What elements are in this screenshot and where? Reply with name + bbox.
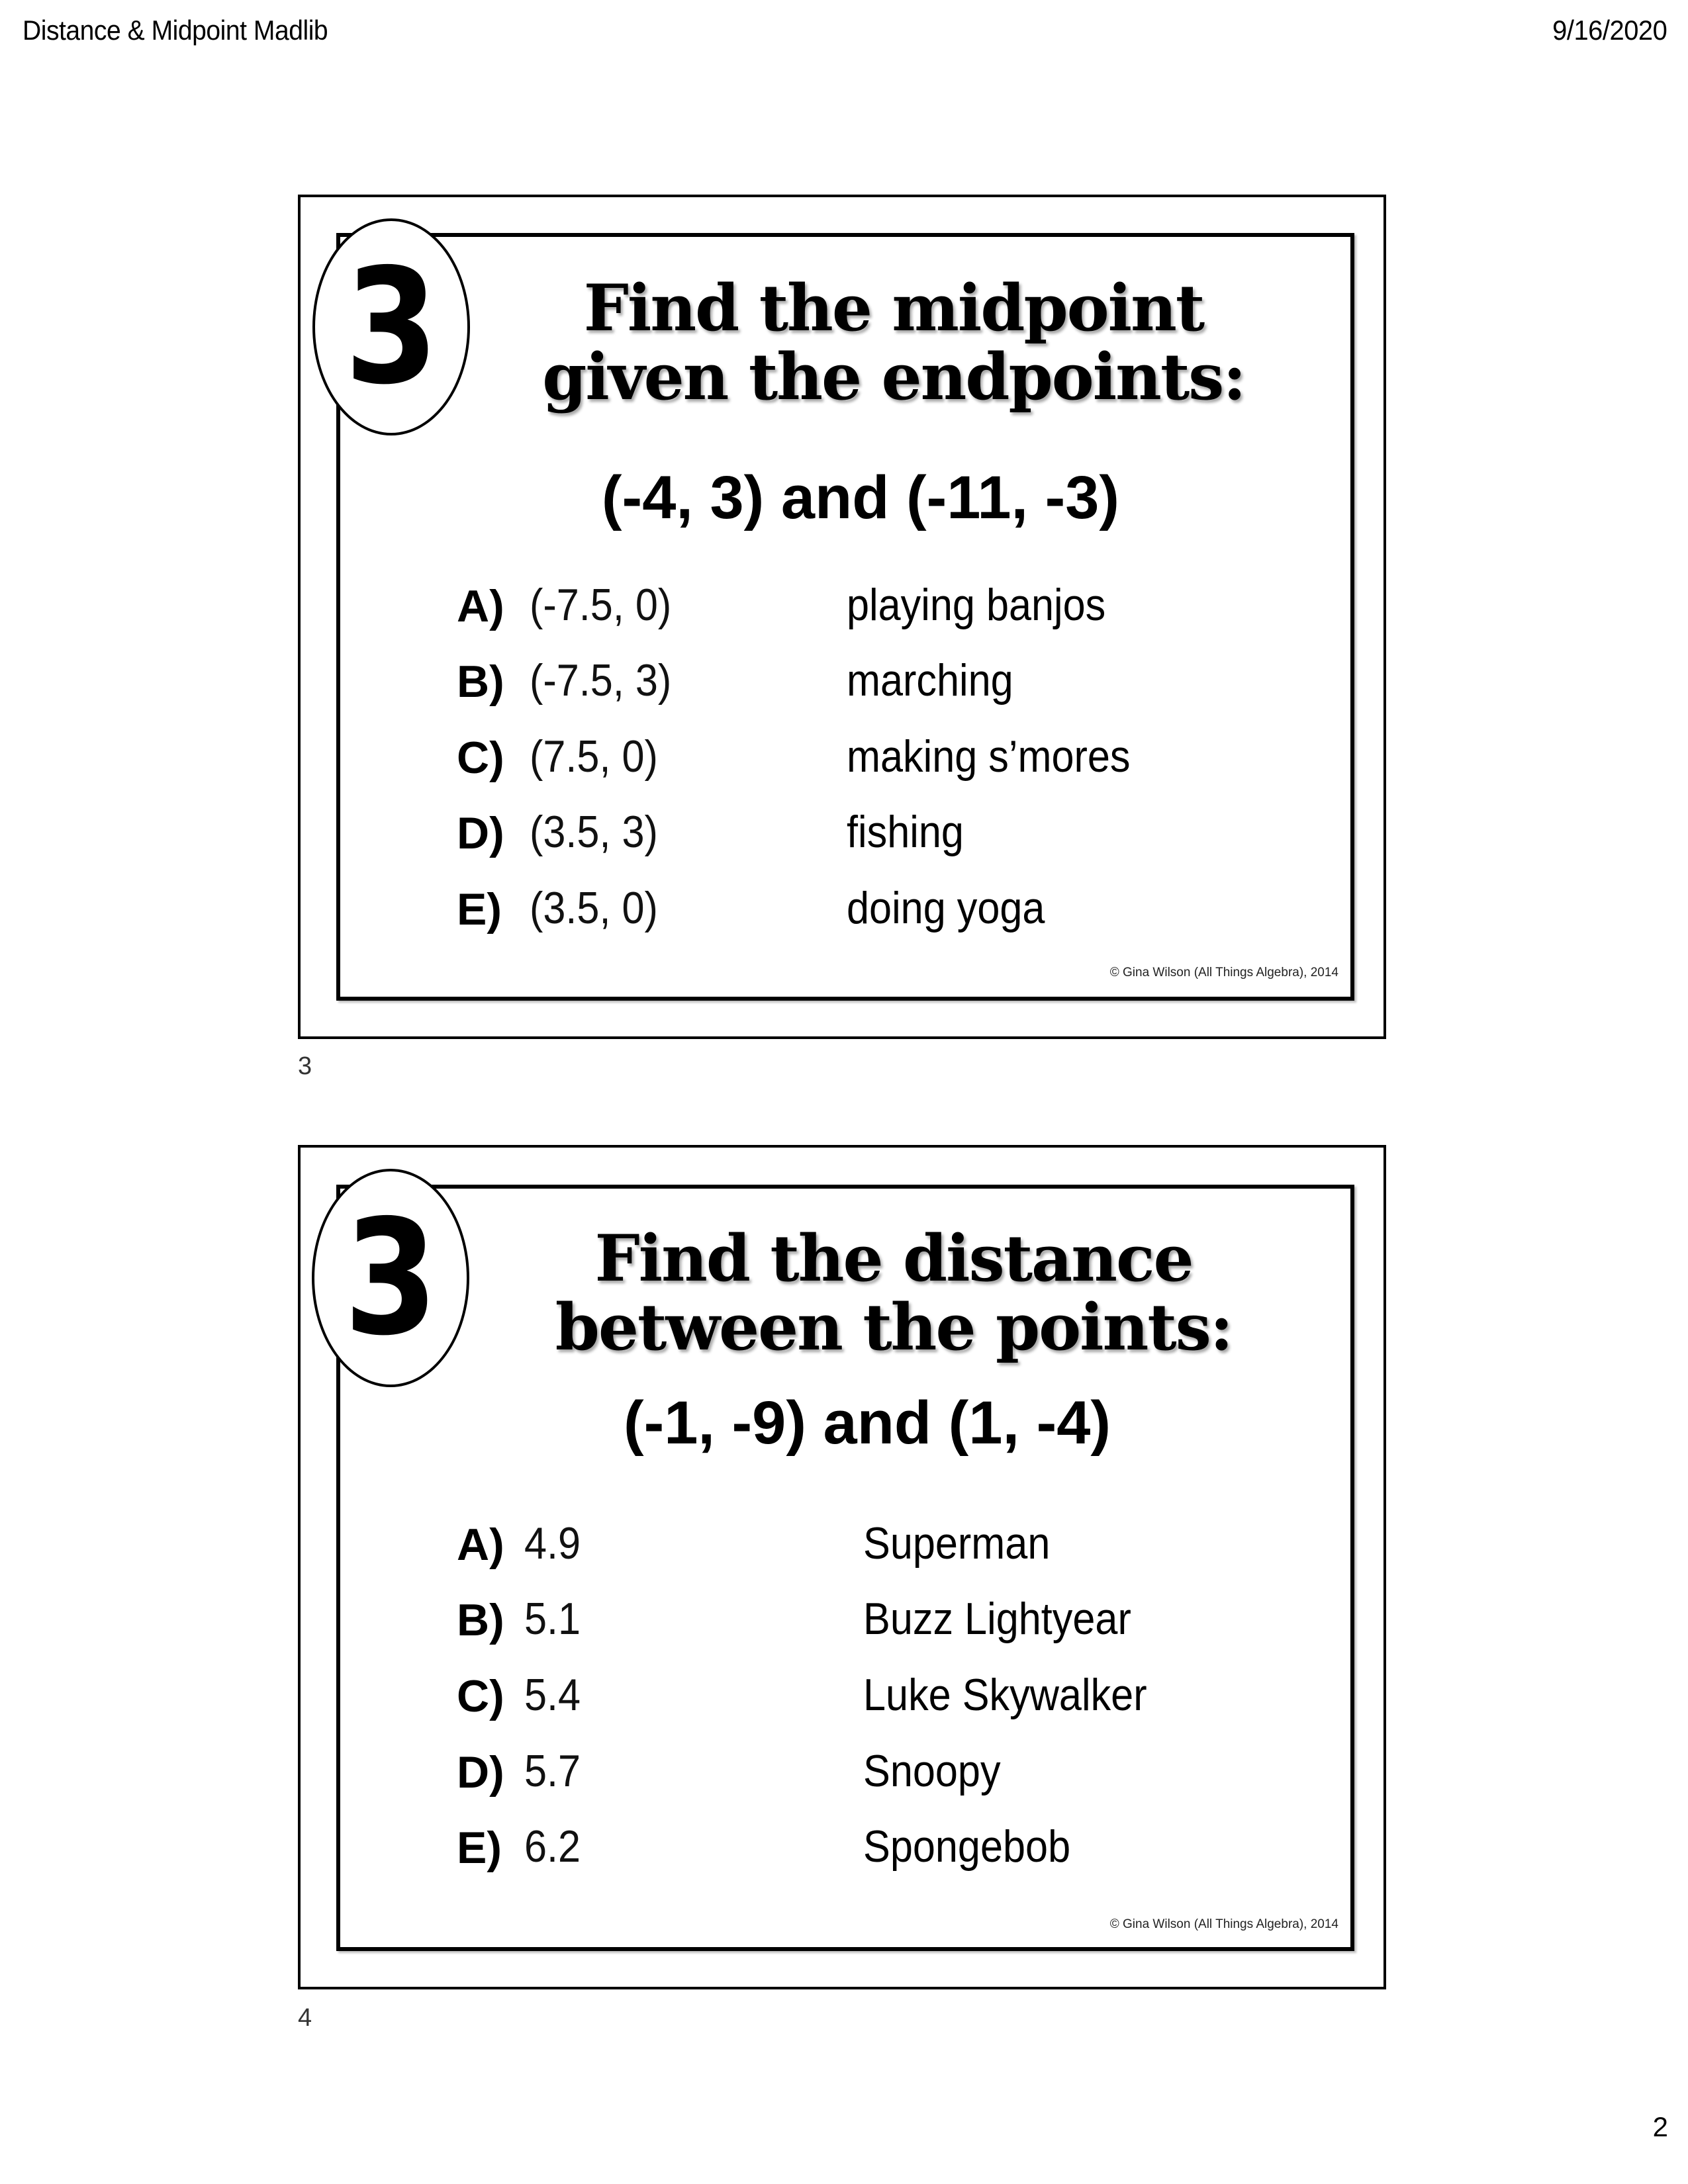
option-word: Buzz Lightyear [863, 1594, 1131, 1644]
copyright-notice: © Gina Wilson (All Things Algebra), 2014 [1109, 966, 1338, 979]
option-word: playing banjos [847, 580, 1106, 630]
answer-word-b [863, 1594, 1161, 1644]
slide-title-line-1: Find the distance [594, 1221, 1193, 1296]
question-number-badge [312, 1169, 469, 1387]
question-number: 3 [344, 234, 438, 420]
option-value: 5.4 [524, 1670, 581, 1720]
answer-word-c [863, 1670, 1178, 1720]
print-date: 9/16/2020 [1552, 15, 1667, 46]
answer-value-d [524, 1746, 587, 1796]
answer-word-a [863, 1518, 1071, 1569]
option-letter: D) [457, 1747, 504, 1797]
option-value: (-7.5, 0) [530, 580, 672, 630]
option-word: Superman [863, 1518, 1051, 1569]
option-word: fishing [847, 807, 964, 857]
answer-value-e [524, 1821, 587, 1872]
option-letter: A) [457, 1520, 504, 1570]
copyright-notice: © Gina Wilson (All Things Algebra), 2014 [1109, 1917, 1338, 1931]
option-value: 5.7 [524, 1746, 581, 1796]
given-points: (-1, -9) and (1, -4) [623, 1389, 1111, 1457]
option-letter: C) [457, 1671, 504, 1721]
answer-option-d [457, 1747, 504, 1797]
option-word: Snoopy [863, 1746, 1001, 1796]
option-letter: D) [457, 808, 504, 858]
answer-option-a [457, 1520, 504, 1570]
option-value: (-7.5, 3) [530, 655, 672, 705]
answer-value-a [524, 1518, 587, 1569]
slide-number-label: 3 [298, 1052, 312, 1080]
option-letter: B) [457, 1595, 504, 1645]
slide-title-line-2: given the endpoints: [542, 340, 1245, 414]
slide-number-label: 4 [298, 2004, 312, 2032]
page-number: 2 [1652, 2111, 1668, 2142]
answer-value-b [524, 1594, 587, 1644]
answer-option-b [457, 1595, 504, 1645]
answer-option-c [457, 1671, 504, 1721]
slide-title-line-2: between the points: [555, 1290, 1233, 1365]
option-value: (7.5, 0) [530, 731, 658, 782]
answer-option-e [457, 1823, 502, 1873]
option-word: marching [847, 655, 1013, 705]
question-number: 3 [344, 1185, 438, 1371]
option-value: 6.2 [524, 1821, 581, 1872]
option-word: Luke Skywalker [863, 1670, 1147, 1720]
option-value: 4.9 [524, 1518, 581, 1569]
option-value: (3.5, 0) [530, 883, 658, 933]
option-word: doing yoga [847, 883, 1045, 933]
slide-title-line-1: Find the midpoint [583, 271, 1204, 345]
answer-value-c [524, 1670, 587, 1720]
option-letter: C) [457, 733, 504, 783]
option-letter: E) [457, 1823, 502, 1873]
option-word: Spongebob [863, 1821, 1071, 1872]
question-number-badge [312, 218, 470, 435]
option-letter: E) [457, 884, 502, 934]
answer-word-e [863, 1821, 1094, 1872]
option-letter: A) [457, 581, 504, 631]
option-word: making s’mores [847, 731, 1131, 782]
option-value: (3.5, 3) [530, 807, 658, 857]
document-title: Distance & Midpoint Madlib [23, 15, 328, 46]
given-points: (-4, 3) and (-11, -3) [601, 464, 1120, 531]
option-value: 5.1 [524, 1594, 581, 1644]
answer-word-d [863, 1746, 1016, 1796]
option-letter: B) [457, 657, 504, 707]
